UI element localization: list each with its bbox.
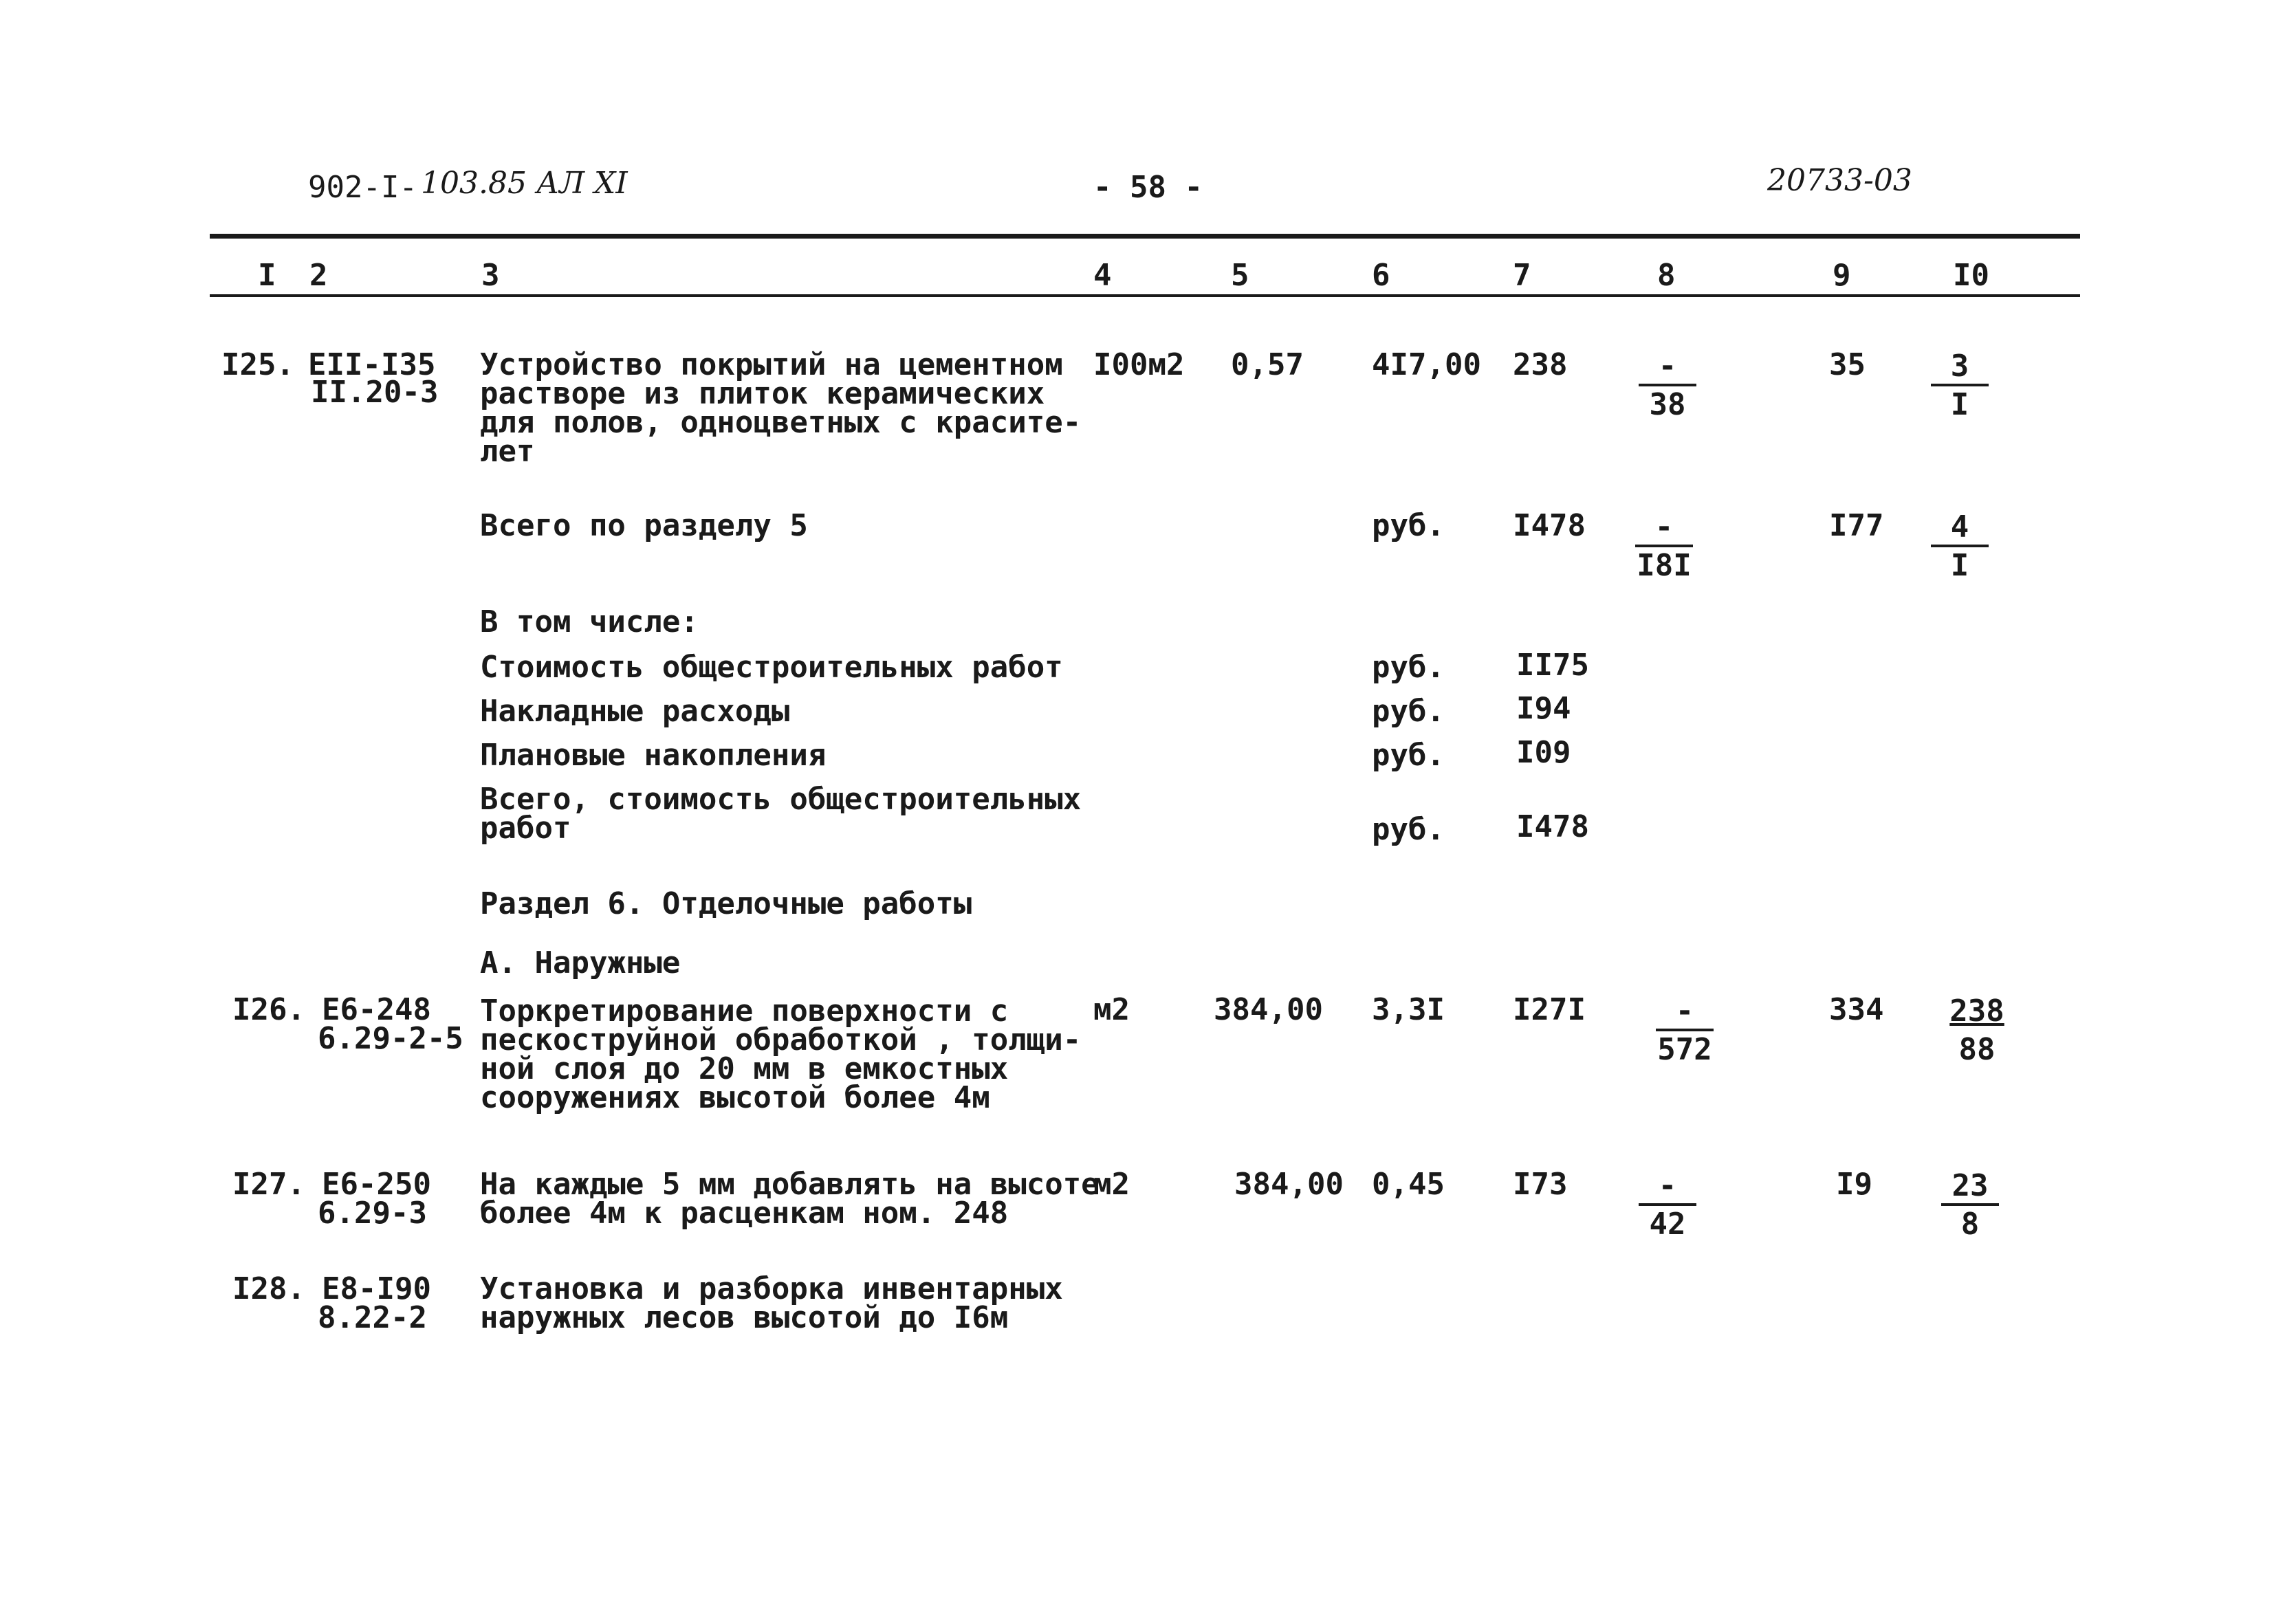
row-unit: м2 bbox=[1093, 992, 1130, 1027]
row-total: I73 bbox=[1513, 1167, 1568, 1202]
fraction-bar bbox=[1941, 1203, 1999, 1206]
doc-code: 902-I- bbox=[308, 170, 417, 205]
col-header-5: 5 bbox=[1231, 258, 1249, 293]
row-col10-fraction bbox=[1943, 996, 2011, 1066]
item-label: Плановые накопления bbox=[480, 738, 827, 773]
row-code-ref: 8.22-2 bbox=[318, 1300, 427, 1335]
fraction-denominator: 572 bbox=[1657, 1032, 1712, 1067]
fraction-numerator: - bbox=[1675, 994, 1694, 1029]
row-col8-fraction bbox=[1650, 996, 1719, 1066]
item-value: I478 bbox=[1516, 809, 1589, 844]
column-header-rule bbox=[210, 294, 2080, 297]
col-header-4: 4 bbox=[1093, 258, 1112, 293]
fraction-bar bbox=[1948, 1029, 2006, 1031]
fraction-numerator: - bbox=[1658, 1168, 1677, 1203]
fraction-numerator: 4 bbox=[1950, 509, 1969, 545]
desc-line: ной слоя до 20 мм в емкостных bbox=[480, 1051, 1009, 1086]
col-header-2: 2 bbox=[309, 258, 328, 293]
section-title: Раздел 6. Отделочные работы bbox=[480, 886, 972, 921]
desc-line: лет bbox=[480, 434, 535, 469]
desc-line: Установка и разборка инвентарных bbox=[480, 1271, 1063, 1306]
inventory-number: 20733-03 bbox=[1767, 163, 1912, 198]
row-quantity: 384,00 bbox=[1214, 992, 1323, 1027]
fraction-bar bbox=[1639, 1203, 1696, 1206]
item-unit: руб. bbox=[1372, 694, 1445, 729]
row-col8-fraction bbox=[1633, 351, 1702, 421]
item-unit: руб. bbox=[1372, 738, 1445, 773]
row-code: Е6-250 bbox=[322, 1167, 431, 1202]
fraction-denominator: 88 bbox=[1958, 1032, 1996, 1067]
row-number: I27. bbox=[232, 1167, 305, 1202]
row-unit: I00м2 bbox=[1093, 347, 1185, 382]
desc-line: более 4м к расценкам ном. 248 bbox=[480, 1196, 1009, 1231]
including-heading: В том числе: bbox=[480, 604, 699, 639]
top-rule bbox=[210, 234, 2080, 239]
desc-line: сооружениях высотой более 4м bbox=[480, 1080, 990, 1115]
item-value: I09 bbox=[1516, 735, 1571, 770]
page-number: - 58 - bbox=[1093, 170, 1203, 205]
section-total-col9: I77 bbox=[1829, 508, 1884, 543]
fraction-bar bbox=[1656, 1029, 1714, 1031]
item-unit: руб. bbox=[1372, 812, 1445, 847]
row-col8-fraction bbox=[1633, 1170, 1702, 1240]
row-code-ref: 6.29-2-5 bbox=[318, 1021, 463, 1056]
row-col10-fraction bbox=[1925, 351, 1994, 421]
row-quantity: 384,00 bbox=[1234, 1167, 1344, 1202]
fraction-numerator: 238 bbox=[1949, 994, 2004, 1029]
section-total-col8-fraction bbox=[1630, 509, 1698, 583]
item-value: II75 bbox=[1516, 648, 1589, 683]
fraction-denominator: 8 bbox=[1960, 1207, 1980, 1242]
fraction-denominator: 42 bbox=[1649, 1207, 1686, 1242]
desc-line: наружных лесов высотой до I6м bbox=[480, 1300, 1009, 1335]
col-header-9: 9 bbox=[1833, 258, 1851, 293]
desc-line: растворе из плиток керамических bbox=[480, 376, 1045, 411]
item-label bbox=[480, 782, 1082, 846]
row-unit-price: 4I7,00 bbox=[1372, 347, 1481, 382]
fraction-numerator: 3 bbox=[1950, 349, 1969, 384]
row-total: 238 bbox=[1513, 347, 1568, 382]
row-unit: м2 bbox=[1093, 1167, 1130, 1202]
desc-line: Торкретирование поверхности с bbox=[480, 994, 1009, 1029]
col-header-8: 8 bbox=[1657, 258, 1676, 293]
row-description bbox=[480, 1271, 1063, 1335]
fraction-denominator: I8I bbox=[1637, 548, 1692, 583]
fraction-bar bbox=[1931, 545, 1989, 547]
row-description bbox=[480, 994, 1082, 1115]
desc-line: пескоструйной обработкой , толщи- bbox=[480, 1022, 1082, 1057]
fraction-numerator: - bbox=[1654, 509, 1674, 545]
fraction-numerator: - bbox=[1658, 349, 1677, 384]
row-col9: 334 bbox=[1829, 992, 1884, 1027]
item-value: I94 bbox=[1516, 691, 1571, 726]
col-header-7: 7 bbox=[1513, 258, 1531, 293]
item-unit: руб. bbox=[1372, 650, 1445, 685]
row-total: I27I bbox=[1513, 992, 1586, 1027]
label-line: Всего, стоимость общестроительных bbox=[480, 782, 1082, 817]
row-description bbox=[480, 347, 1082, 469]
fraction-numerator: 23 bbox=[1952, 1168, 1989, 1203]
section-total-label: Всего по разделу 5 bbox=[480, 508, 808, 543]
desc-line: На каждые 5 мм добавлять на высоте bbox=[480, 1167, 1100, 1202]
col-header-10: I0 bbox=[1953, 258, 1989, 293]
row-code: Е8-I90 bbox=[322, 1271, 431, 1306]
col-header-3: 3 bbox=[481, 258, 500, 293]
row-col10-fraction bbox=[1936, 1170, 2004, 1240]
desc-line: Устройство покрытий на цементном bbox=[480, 347, 1063, 382]
fraction-denominator: 38 bbox=[1649, 387, 1686, 422]
row-number: I25. bbox=[221, 347, 294, 382]
row-number: I28. bbox=[232, 1271, 305, 1306]
row-code-ref: II.20-3 bbox=[311, 375, 439, 410]
fraction-bar bbox=[1931, 384, 1989, 386]
fraction-bar bbox=[1639, 384, 1696, 386]
section-total-col10-fraction bbox=[1925, 509, 1994, 583]
fraction-denominator: I bbox=[1950, 387, 1969, 422]
label-line: работ bbox=[480, 811, 571, 846]
item-label: Накладные расходы bbox=[480, 694, 790, 729]
row-code: Е6-248 bbox=[322, 992, 431, 1027]
item-label: Стоимость общестроительных работ bbox=[480, 650, 1063, 685]
row-number: I26. bbox=[232, 992, 305, 1027]
row-quantity: 0,57 bbox=[1231, 347, 1304, 382]
section-total-value: I478 bbox=[1513, 508, 1586, 543]
desc-line: для полов, одноцветных с красите- bbox=[480, 405, 1082, 440]
section-total-unit: руб. bbox=[1372, 508, 1445, 543]
row-col9: 35 bbox=[1829, 347, 1866, 382]
row-description bbox=[480, 1167, 1100, 1231]
section-subtitle: А. Наружные bbox=[480, 945, 681, 980]
fraction-denominator: I bbox=[1950, 548, 1969, 583]
row-code-ref: 6.29-3 bbox=[318, 1196, 427, 1231]
col-header-1: I bbox=[258, 258, 276, 293]
fraction-bar bbox=[1635, 545, 1693, 547]
row-unit-price: 3,3I bbox=[1372, 992, 1445, 1027]
col-header-6: 6 bbox=[1372, 258, 1390, 293]
doc-code-handwritten: 103.85 АЛ XI bbox=[421, 166, 628, 201]
row-unit-price: 0,45 bbox=[1372, 1167, 1445, 1202]
row-code: EII-I35 bbox=[308, 347, 436, 382]
row-col9: I9 bbox=[1836, 1167, 1872, 1202]
